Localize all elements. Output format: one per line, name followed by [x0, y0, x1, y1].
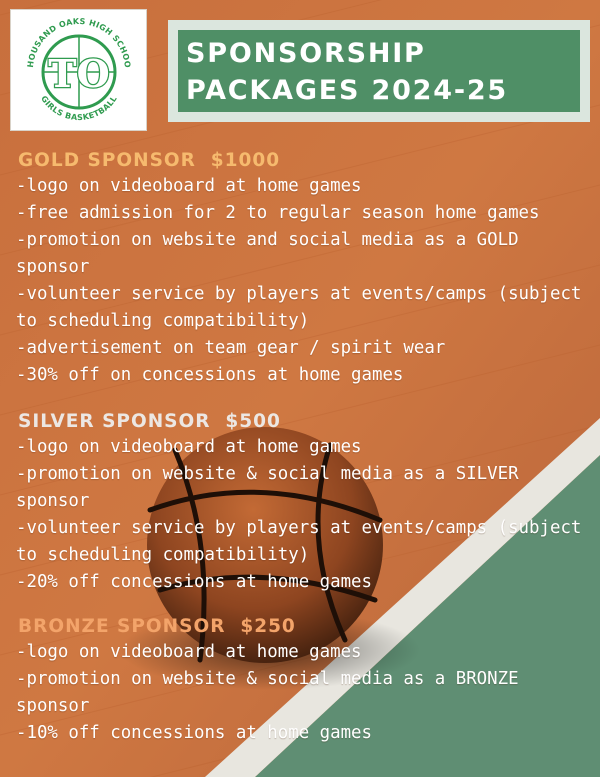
gold-benefit-item: -30% off on concessions at home games	[16, 365, 404, 385]
logo-emblem	[11, 10, 146, 130]
gold-benefit-item: -logo on videoboard at home games	[16, 176, 362, 196]
bronze-sponsor-section	[16, 615, 596, 747]
page-title	[186, 35, 581, 109]
logo-monogram: TO	[48, 51, 110, 96]
bronze-sponsor-heading: BRONZE SPONSOR $250	[18, 616, 296, 637]
title-line-2: PACKAGES 2024-25	[186, 75, 509, 106]
silver-benefit-item: -volunteer service by players at events/camps (subject to scheduling compatibility)	[16, 518, 582, 565]
silver-sponsor-heading: SILVER SPONSOR $500	[18, 411, 281, 432]
gold-benefit-item: -advertisement on team gear / spirit wear	[16, 338, 446, 358]
silver-benefit-item: -logo on videoboard at home games	[16, 437, 362, 457]
bronze-benefits-list	[16, 639, 596, 747]
silver-sponsor-section	[16, 410, 596, 596]
silver-benefits-list	[16, 434, 596, 596]
gold-sponsor-section	[16, 149, 596, 389]
title-banner	[168, 20, 590, 122]
bronze-benefit-item: -promotion on website & social media as a BRONZE sponsor	[16, 669, 519, 716]
bronze-benefit-item: -logo on videoboard at home games	[16, 642, 362, 662]
silver-benefit-item: -20% off concessions at home games	[16, 572, 372, 592]
bronze-benefit-item: -10% off concessions at home games	[16, 723, 372, 743]
team-logo	[10, 9, 147, 131]
silver-benefit-item: -promotion on website & social media as a SILVER sponsor	[16, 464, 519, 511]
logo-arc-top-text: HOUSAND OAKS HIGH SCHOO	[25, 16, 133, 69]
gold-sponsor-heading: GOLD SPONSOR $1000	[18, 150, 281, 171]
gold-benefits-list	[16, 173, 596, 389]
title-banner-inner	[178, 30, 580, 112]
logo-arc-bottom-text: GIRLS BASKETBALL	[39, 94, 119, 123]
gold-benefit-item: -free admission for 2 to regular season home games	[16, 203, 540, 223]
gold-benefit-item: -volunteer service by players at events/camps (subject to scheduling compatibility)	[16, 284, 582, 331]
title-line-1: SPONSORSHIP	[186, 38, 426, 69]
gold-benefit-item: -promotion on website and social media as a GOLD sponsor	[16, 230, 519, 277]
